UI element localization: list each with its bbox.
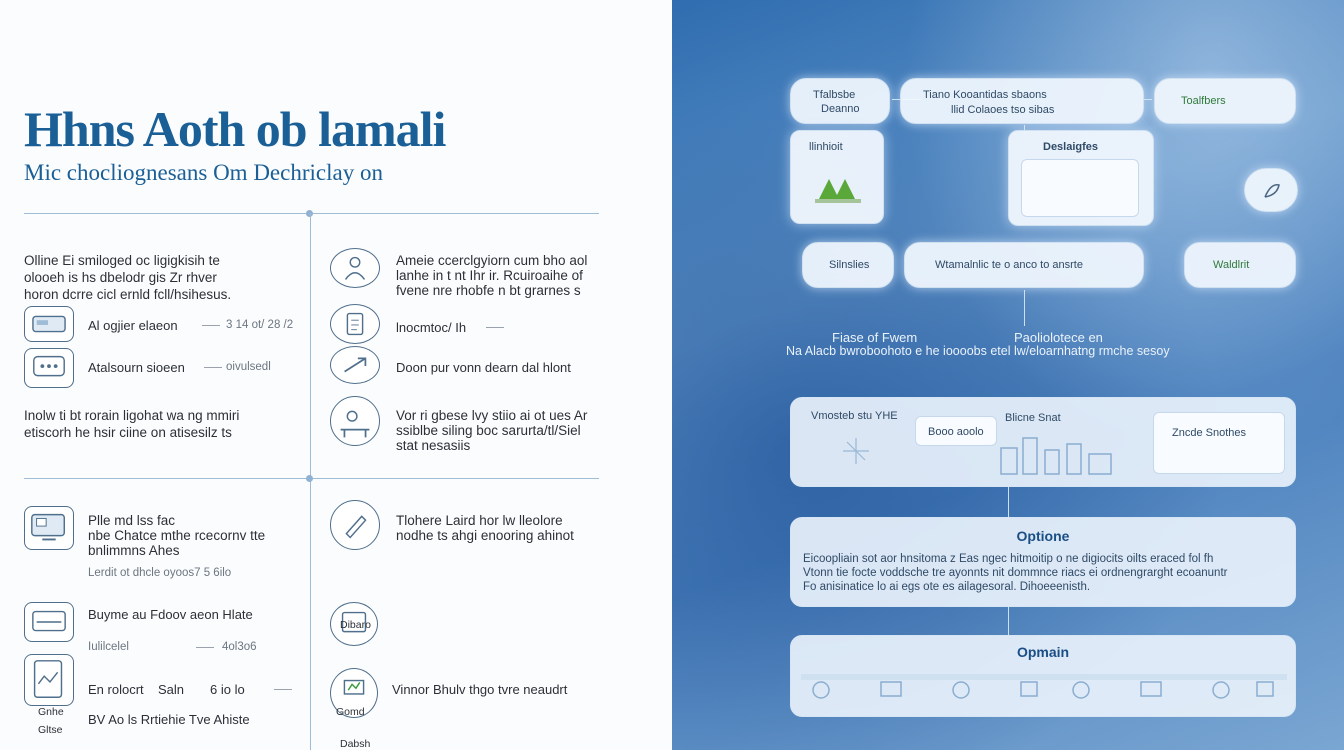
row-label: Atalsourn sioeen (88, 360, 185, 375)
section-label: Paoliolotece en (1014, 330, 1103, 345)
pill-sublabel: llid Colaoes tso sibas (951, 104, 1055, 116)
section-label: Fiase of Fwem (832, 330, 918, 345)
pill-label: Tfalbsbe (813, 89, 856, 101)
page-subtitle: Mic chocliognesans Om Dechriclay on (24, 160, 383, 185)
edit-icon (330, 500, 380, 550)
col2-line-8: nodhe ts ahgi enooring ahinot (396, 528, 574, 543)
node-pill (904, 242, 1144, 288)
flow-label: Blicne Snat (1005, 412, 1061, 424)
row-label: En rolocrt (88, 682, 144, 697)
icon-strip (801, 670, 1287, 702)
pill-label: Wtamalnlic te o anco to ansrte (935, 259, 1083, 271)
options-line-3: Fo anisinatice lo ai egs ote es ailagesoral. Dihoeeenisth. (803, 581, 1091, 593)
page-title: Hhns Aoth ob lamali (24, 101, 446, 157)
row-dash (202, 325, 220, 326)
desk-icon (330, 396, 380, 446)
row-label: Al ogjier elaeon (88, 318, 178, 333)
connector (1008, 607, 1009, 635)
pill-label: Silnslies (829, 259, 870, 271)
connector (1008, 487, 1009, 517)
main-band (790, 635, 1296, 717)
flow-box-label: Booo aoolo (928, 426, 984, 438)
chat-icon (24, 348, 74, 388)
col2-line-6: stat nesasiis (396, 438, 471, 453)
row-dash (486, 327, 504, 328)
options-band (790, 517, 1296, 607)
row-dash (196, 647, 214, 648)
mid-line-1: Inolw ti bt rorain ligohat wa ng mmiri (24, 408, 240, 423)
arrow-icon (330, 346, 380, 384)
node-pill (900, 78, 1144, 124)
node-pill (1154, 78, 1296, 124)
block-line-3: bnlimmns Ahes (88, 543, 180, 558)
col2-row-2: Doon pur vonn dearn dal hlont (396, 360, 571, 375)
main-heading: Opmain (1016, 644, 1070, 660)
icon-caption: Gnhe (38, 706, 64, 718)
window-icon (24, 602, 74, 642)
options-heading: Optione (1016, 528, 1070, 544)
row-extra: 6 io lo (210, 682, 245, 697)
node-card (1008, 130, 1154, 226)
intro-line-3: horon dcrre cicl ernld fcll/hsihesus. (24, 287, 232, 302)
flow-box-label: Zncde Snothes (1172, 427, 1246, 439)
row-value: 3 14 ot/ 28 /2 (226, 319, 294, 331)
row-value: oivulsedl (226, 361, 271, 373)
pill-label: Waldlrit (1213, 259, 1250, 271)
connector (1024, 290, 1025, 326)
col2-line-7: Tlohere Laird hor lw lleolore (396, 513, 563, 528)
row-label: BV Ao ls Rrtiehie Tve Ahiste (88, 712, 250, 727)
trees-icon (815, 171, 861, 205)
node-pill (802, 242, 894, 288)
card-list (1021, 159, 1139, 217)
flow-band (790, 397, 1296, 487)
node-bubble (1244, 168, 1298, 212)
flow-label: Vmosteb stu YHE (811, 410, 898, 422)
row-value: Saln (158, 682, 185, 697)
right-panel (672, 0, 1344, 750)
intro-line-1: Olline Ei smiloged oc ligigkisih te (24, 253, 220, 268)
row-dash (274, 689, 292, 690)
mid-line-2: etiscorh he hsir ciine on atisesilz ts (24, 425, 232, 440)
flow-box (1153, 412, 1285, 474)
options-line-1: Eicoopliain sot aor hnsitoma z Eas ngec hitmoitip o ne digiocits oilts eraced fol fh (803, 553, 1214, 565)
col2-line-4: Vor ri gbese lvy stiio ai ot ues Ar (396, 408, 588, 423)
pill-label: Tiano Kooantidas sbaons (923, 89, 1047, 101)
block-line-2: nbe Chatce mthe rcecornv tte (88, 528, 266, 543)
section-caption: Na Alacb bwroboohoto e he ioooobs etel lw/eloarnhatng rmche sesoy (786, 344, 1170, 358)
col2-row-1: lnocmtoc/ Ih (396, 320, 467, 335)
card-title: Deslaigfes (1043, 141, 1099, 153)
col2-line-2: lanhe in t nt Ihr ir. Rcuiroaihe of (396, 268, 583, 283)
row-label: Buyme au Fdoov aeon Hlate (88, 607, 253, 622)
section-node (306, 475, 313, 482)
icon-caption: Dabsh (340, 738, 371, 750)
icon-caption: Gomd (336, 706, 365, 718)
card-icon (24, 306, 74, 342)
leaf-icon (1261, 181, 1283, 201)
document-icon (330, 304, 380, 344)
row-value: 4ol3o6 (222, 641, 257, 653)
options-line-2: Vtonn tie focte voddsche tre ayonnts nit dommnce riacs ei ordnengrarght ecoanuntr (803, 567, 1228, 579)
block-note: Lerdit ot dhcle oyoos7 5 6ilo (88, 567, 232, 579)
col2-line-3: fvene nre rhobfe n bt grarnes s (396, 283, 581, 298)
card-title: llinhioit (809, 141, 843, 153)
col2-line-5: ssiblbe siling boc sarurta/tl/Siel (396, 423, 581, 438)
row-label-secondary: Iulilcelel (88, 641, 129, 653)
node-pill (1184, 242, 1296, 288)
icon-caption: Dibaro (340, 619, 371, 631)
col2-row-3: Vinnor Bhulv thgo tvre neaudrt (392, 682, 568, 697)
pill-label: Toalfbers (1181, 95, 1226, 107)
person-icon (330, 248, 380, 288)
node-pill (790, 78, 890, 124)
row-dash (204, 367, 222, 368)
sparkle-icon (841, 436, 871, 466)
node-card (790, 130, 884, 224)
device-icon (24, 654, 74, 706)
flow-box (915, 416, 997, 446)
buildings-icon (991, 432, 1131, 476)
intro-line-2: olooeh is hs dbelodr gis Zr rhver (24, 270, 217, 285)
monitor-icon (24, 506, 74, 550)
pill-sublabel: Deanno (821, 103, 860, 115)
icon-caption: Gltse (38, 724, 63, 736)
block-line-1: Plle md lss fac (88, 513, 176, 528)
col2-line-1: Ameie ccerclgyiorn cum bho aol (396, 253, 588, 268)
